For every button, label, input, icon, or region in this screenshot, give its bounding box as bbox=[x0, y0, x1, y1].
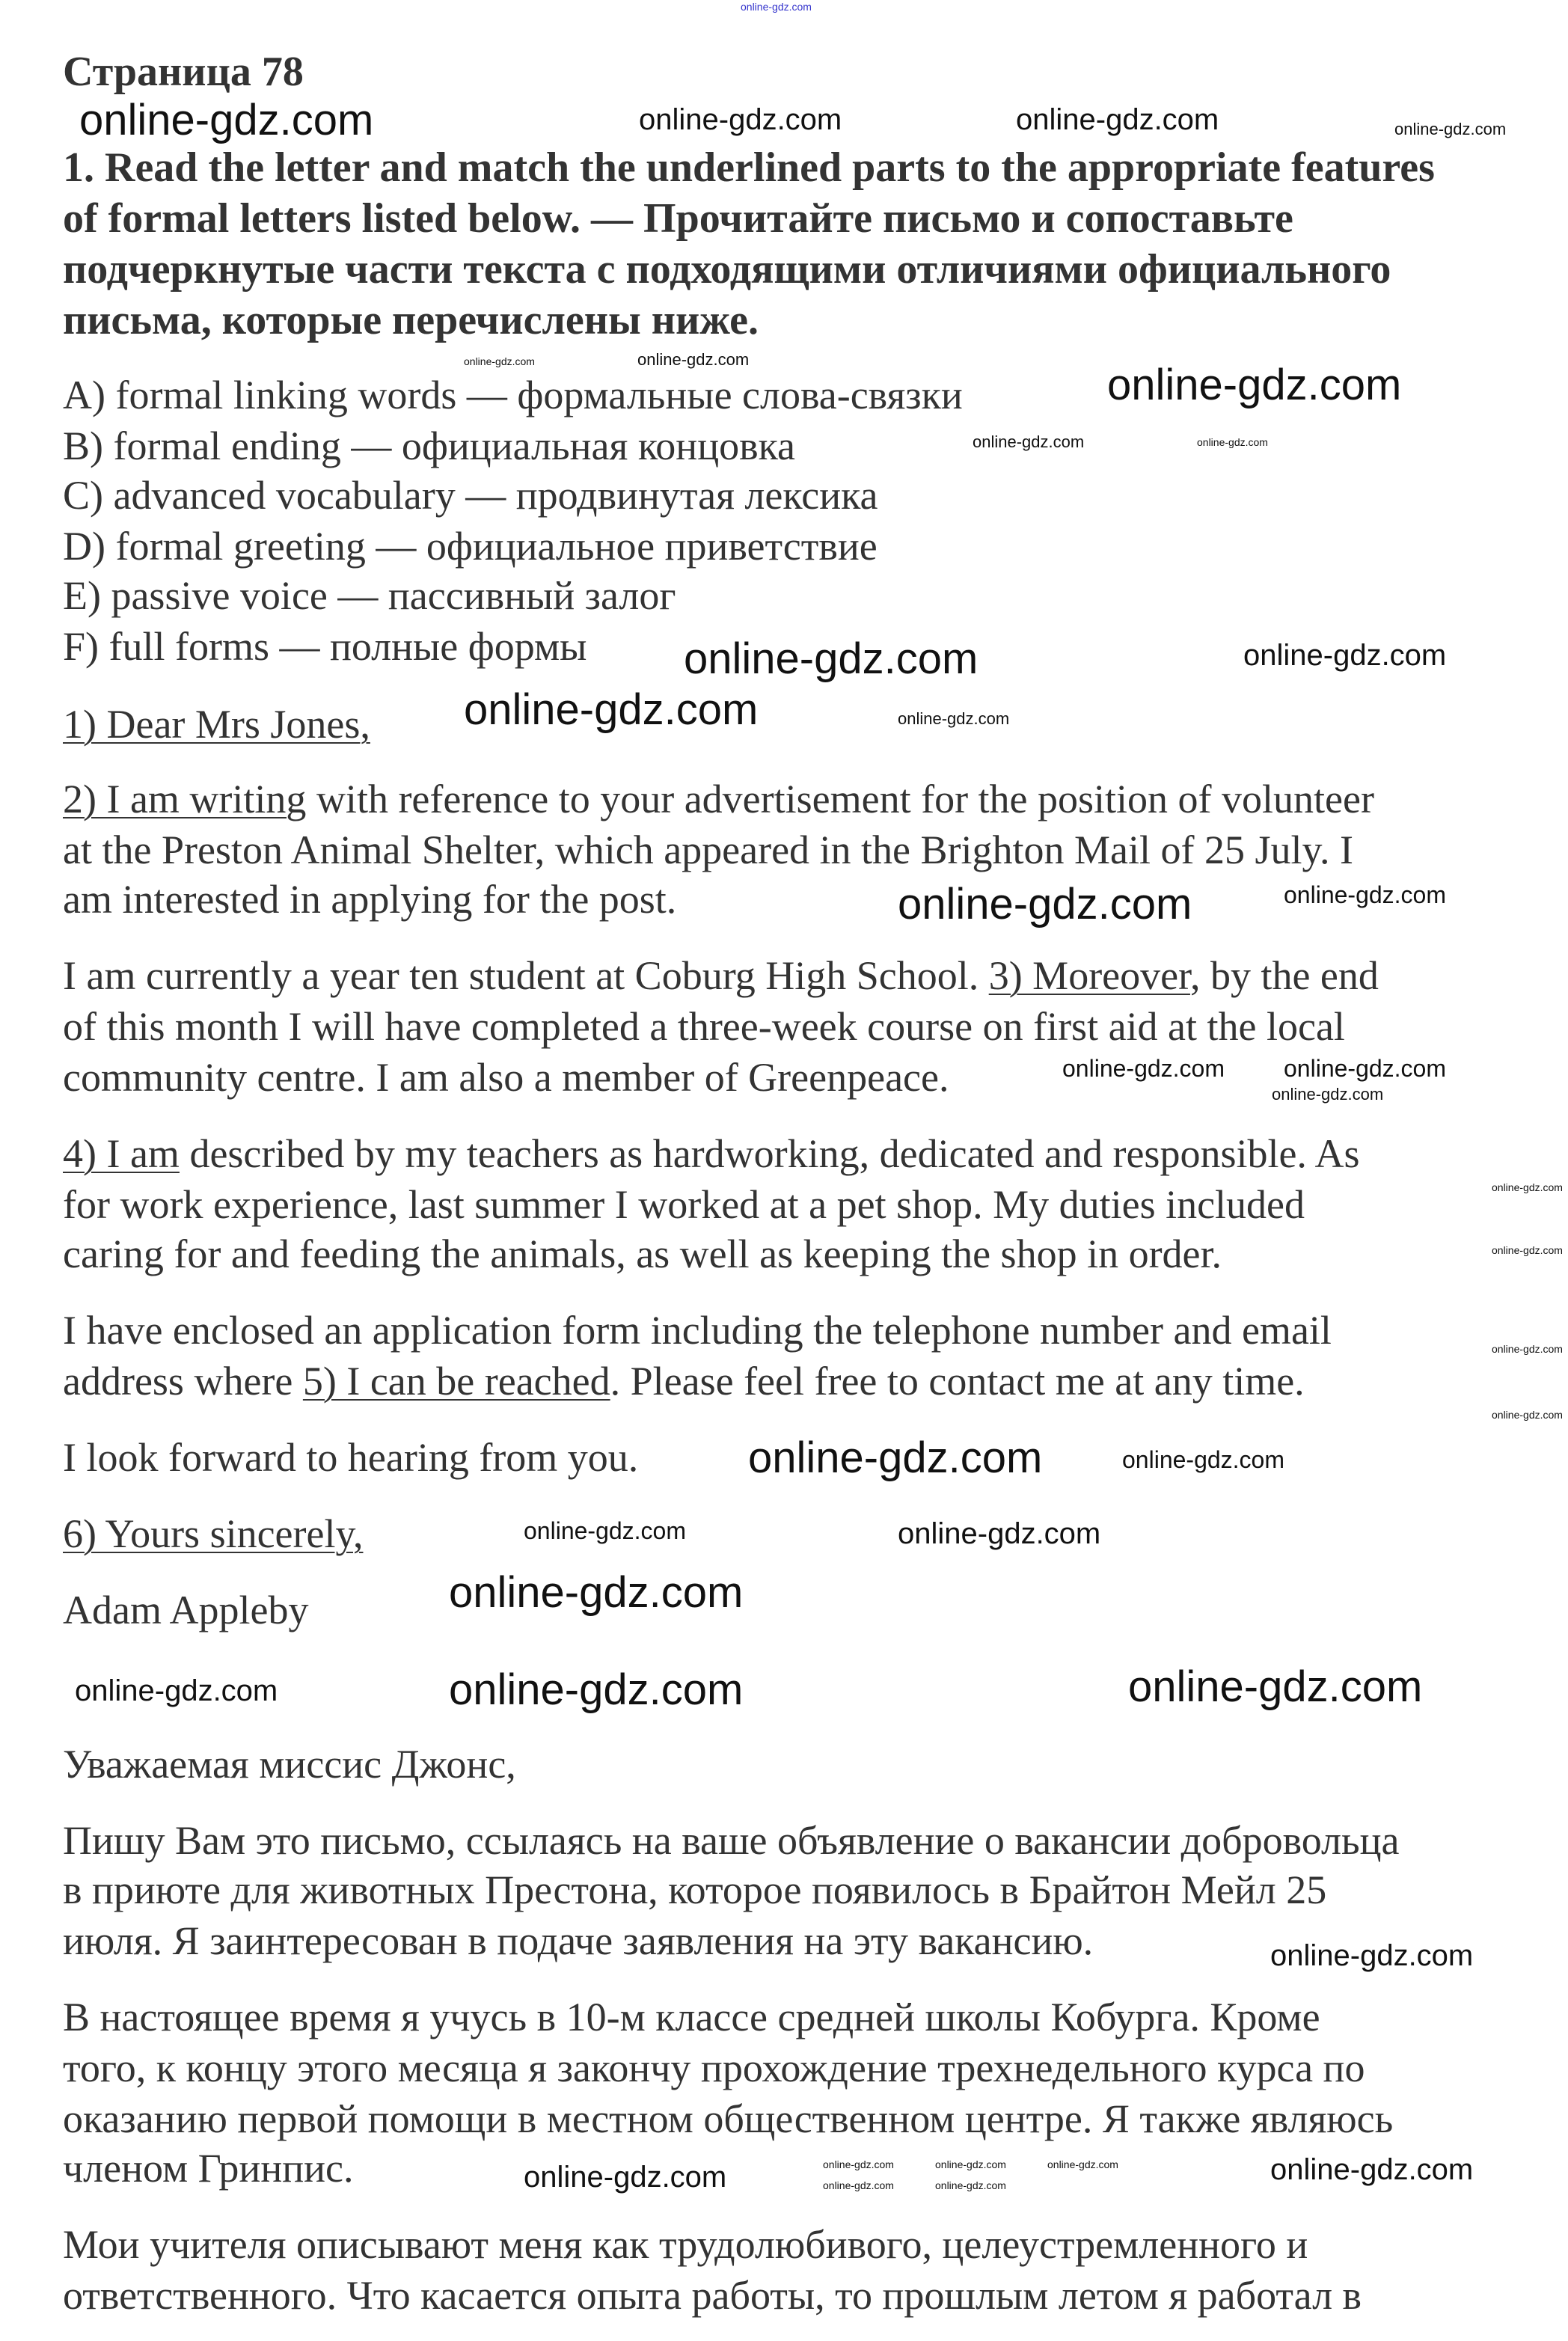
option-item: F) full forms — полные формы bbox=[63, 624, 587, 669]
letter-greeting: 1) Dear Mrs Jones, bbox=[63, 702, 370, 747]
watermark: online-gdz.com bbox=[1284, 881, 1446, 908]
watermark: online-gdz.com bbox=[637, 350, 750, 369]
translation-line: Мои учителя описывают меня как трудолюбивого, целеустремленного и bbox=[63, 2222, 1308, 2267]
translation-line: В настоящее время я учусь в 10-м классе средней школы Кобурга. Кроме bbox=[63, 1995, 1320, 2039]
watermark: online-gdz.com bbox=[748, 1433, 1043, 1482]
watermark: online-gdz.com bbox=[973, 432, 1085, 451]
watermark: online-gdz.com bbox=[1394, 120, 1507, 138]
underlined-part: 4) I am bbox=[63, 1131, 180, 1176]
text: I am currently a year ten student at Coburg High School. bbox=[63, 953, 989, 998]
letter-line: I have enclosed an application form including the telephone number and email bbox=[63, 1308, 1332, 1353]
translation-line: членом Гринпис. bbox=[63, 2146, 354, 2191]
watermark: online-gdz.com bbox=[1197, 436, 1268, 448]
text: . Please feel free to contact me at any time. bbox=[610, 1359, 1305, 1404]
translation-line: в приюте для животных Престона, которое появилось в Брайтон Мейл 25 bbox=[63, 1867, 1327, 1912]
letter-line bbox=[63, 950, 1379, 1001]
watermark: online-gdz.com bbox=[1122, 1446, 1284, 1473]
watermark: online-gdz.com bbox=[898, 709, 1010, 728]
letter-signature: Adam Appleby bbox=[63, 1588, 309, 1632]
watermark: online-gdz.com bbox=[1492, 1409, 1563, 1421]
option-item: E) passive voice — пассивный залог bbox=[63, 573, 676, 618]
instruction-line: подчеркнутые части текста с подходящими отличиями официального bbox=[63, 246, 1391, 293]
watermark: online-gdz.com bbox=[898, 880, 1192, 928]
letter-line: am interested in applying for the post. bbox=[63, 877, 677, 922]
watermark: online-gdz.com bbox=[1270, 1939, 1474, 1972]
watermark: online-gdz.com bbox=[1128, 1662, 1423, 1711]
watermark: online-gdz.com bbox=[741, 1, 812, 13]
watermark: online-gdz.com bbox=[823, 2158, 894, 2170]
text: , by the end bbox=[1189, 953, 1379, 998]
translation-line: июля. Я заинтересован в подаче заявления на эту вакансию. bbox=[63, 1918, 1094, 1963]
instruction-line: 1. Read the letter and match the underlined parts to the appropriate features bbox=[63, 144, 1435, 191]
watermark: online-gdz.com bbox=[79, 96, 374, 144]
watermark: online-gdz.com bbox=[1062, 1055, 1225, 1082]
instruction-line: письма, которые перечислены ниже. bbox=[63, 297, 759, 343]
watermark: online-gdz.com bbox=[823, 2179, 894, 2191]
letter-line bbox=[63, 774, 1374, 824]
translation-line: Уважаемая миссис Джонс, bbox=[63, 1742, 516, 1787]
option-item: D) formal greeting — официальное приветствие bbox=[63, 524, 878, 569]
watermark: online-gdz.com bbox=[1492, 1343, 1563, 1355]
text: described by my teachers as hardworking, dedicated and responsible. As bbox=[179, 1131, 1360, 1176]
watermark: online-gdz.com bbox=[1272, 1085, 1384, 1104]
watermark: online-gdz.com bbox=[464, 355, 535, 367]
watermark: online-gdz.com bbox=[464, 685, 759, 734]
watermark: online-gdz.com bbox=[935, 2158, 1006, 2170]
watermark: online-gdz.com bbox=[1492, 1181, 1563, 1193]
underlined-part: 2) I am writing bbox=[63, 777, 307, 821]
letter-line: community centre. I am also a member of Greenpeace. bbox=[63, 1055, 949, 1100]
watermark: online-gdz.com bbox=[449, 1568, 744, 1617]
watermark: online-gdz.com bbox=[524, 2161, 727, 2194]
letter-line: at the Preston Animal Shelter, which appeared in the Brighton Mail of 25 July. I bbox=[63, 827, 1353, 872]
option-item: B) formal ending — официальная концовка bbox=[63, 423, 795, 468]
letter-line: caring for and feeding the animals, as well as keeping the shop in order. bbox=[63, 1231, 1222, 1276]
page-title: Страница 78 bbox=[63, 49, 304, 95]
watermark: online-gdz.com bbox=[75, 1674, 278, 1707]
watermark: online-gdz.com bbox=[1016, 103, 1219, 136]
watermark: online-gdz.com bbox=[524, 1517, 686, 1544]
text: address where bbox=[63, 1359, 303, 1404]
letter-closing: 6) Yours sincerely, bbox=[63, 1511, 364, 1556]
translation-line: Пишу Вам это письмо, ссылаясь на ваше объявление о вакансии добровольца bbox=[63, 1818, 1400, 1863]
watermark: online-gdz.com bbox=[898, 1517, 1101, 1550]
letter-line bbox=[63, 1356, 1305, 1407]
option-item: A) formal linking words — формальные слова-связки bbox=[63, 373, 963, 417]
option-item: C) advanced vocabulary — продвинутая лексика bbox=[63, 473, 878, 518]
translation-line: оказанию первой помощи в местном общественном центре. Я также являюсь bbox=[63, 2096, 1394, 2141]
translation-line: ответственного. Что касается опыта работы, то прошлым летом я работал в bbox=[63, 2273, 1362, 2318]
underlined-part: 3) Moreover bbox=[988, 953, 1190, 998]
watermark: online-gdz.com bbox=[1047, 2158, 1118, 2170]
watermark: online-gdz.com bbox=[1270, 2153, 1474, 2186]
letter-line: of this month I will have completed a three-week course on first aid at the local bbox=[63, 1004, 1345, 1049]
translation-line: того, к концу этого месяца я закончу прохождение трехнедельного курса по bbox=[63, 2045, 1365, 2090]
watermark: online-gdz.com bbox=[935, 2179, 1006, 2191]
letter-line: for work experience, last summer I worked at a pet shop. My duties included bbox=[63, 1182, 1305, 1227]
watermark: online-gdz.com bbox=[1492, 1244, 1563, 1256]
letter-line: I look forward to hearing from you. bbox=[63, 1435, 639, 1480]
watermark: online-gdz.com bbox=[449, 1665, 744, 1714]
underlined-part: 5) I can be reached bbox=[302, 1359, 610, 1404]
watermark: online-gdz.com bbox=[639, 103, 842, 136]
watermark: online-gdz.com bbox=[1284, 1055, 1446, 1082]
text: with reference to your advertisement for the position of volunteer bbox=[306, 777, 1374, 821]
instruction-line: of formal letters listed below. — Прочитайте письмо и сопоставьте bbox=[63, 195, 1293, 242]
watermark: online-gdz.com bbox=[1243, 639, 1447, 672]
letter-line bbox=[63, 1128, 1359, 1179]
watermark: online-gdz.com bbox=[1107, 361, 1402, 409]
watermark: online-gdz.com bbox=[684, 634, 979, 683]
